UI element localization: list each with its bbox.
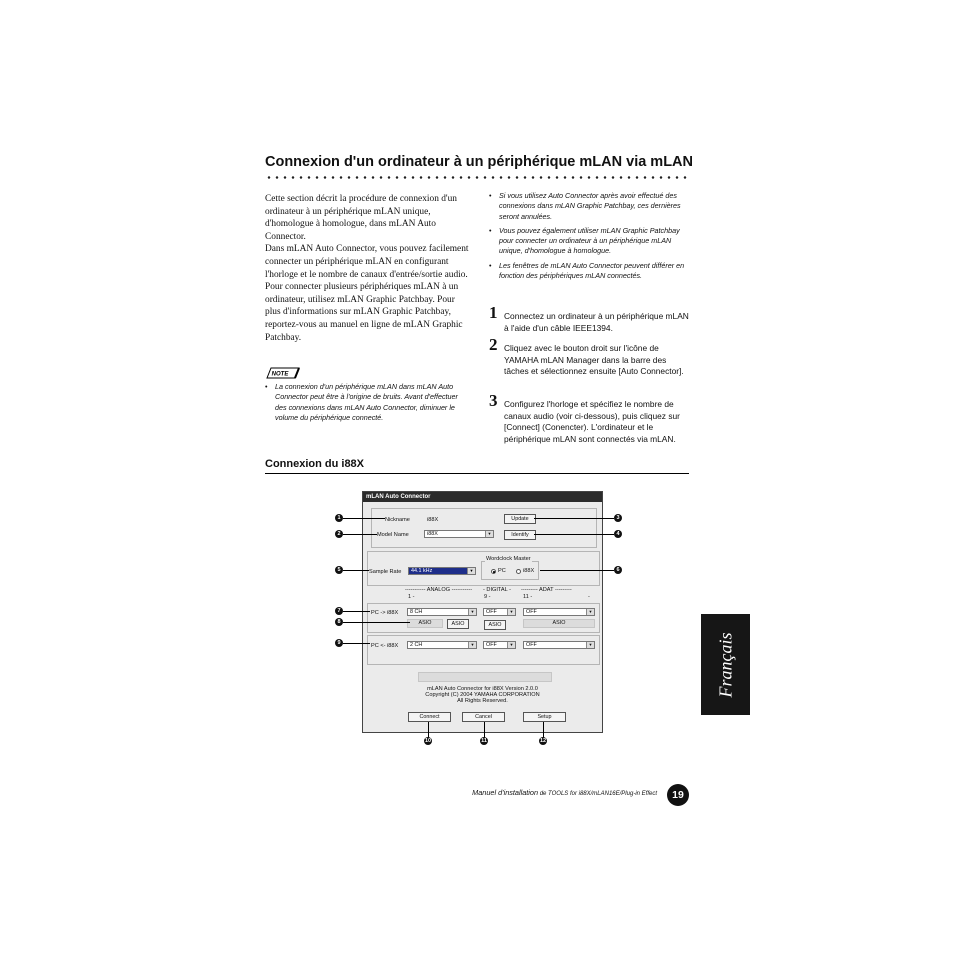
callout-3: 3 <box>614 514 622 522</box>
callout-12: 12 <box>539 738 547 744</box>
callout-line <box>343 643 370 644</box>
step-number: 2 <box>489 335 498 354</box>
subheading-rule <box>265 473 689 474</box>
device-group <box>371 508 597 548</box>
right-notes <box>489 191 689 285</box>
note-list <box>265 382 470 427</box>
callout-2: 2 <box>335 530 343 538</box>
input-analog-value: 2 CH <box>410 642 423 648</box>
output-adat-value: OFF <box>526 609 537 615</box>
step-1 <box>489 303 691 334</box>
window-title: mLAN Auto Connector <box>363 492 602 502</box>
callout-line <box>534 534 614 535</box>
channel-11-label: 11 - <box>523 594 533 600</box>
output-digital-value: OFF <box>486 609 497 615</box>
note-item: • Si vous utilisez Auto Connector après avoir effectué des connexions dans mLAN Graphic Patchbay, ces dernières seront annulées. <box>489 191 689 222</box>
step-number: 1 <box>489 303 498 322</box>
copyright-text: Copyright (C) 2004 YAMAHA CORPORATION <box>425 692 540 698</box>
callout-line <box>343 611 370 612</box>
version-text: mLAN Auto Connector for i88X Version 2.0.0 <box>427 686 538 692</box>
step-2 <box>489 335 691 378</box>
status-bar <box>418 672 552 682</box>
output-label: PC -> i88X <box>371 610 399 616</box>
update-button[interactable]: Update <box>504 514 536 524</box>
input-digital-value: OFF <box>486 642 497 648</box>
wordclock-device-label: i88X <box>523 568 535 574</box>
asio-analog-button[interactable]: ASIO <box>447 619 469 629</box>
asio-status: ASIO <box>407 619 443 628</box>
model-name-select[interactable] <box>424 530 494 538</box>
callout-line <box>343 534 377 535</box>
identify-button[interactable]: Identify <box>504 530 536 540</box>
callout-line <box>343 518 385 519</box>
callout-7: 7 <box>335 607 343 615</box>
chevron-down-icon: ▼ <box>467 568 475 574</box>
footer-title: Manuel d'installation <box>472 788 539 797</box>
callout-9: 9 <box>335 639 343 647</box>
cancel-button[interactable]: Cancel <box>462 712 505 722</box>
note-icon <box>265 367 301 379</box>
channel-end-label: - <box>588 594 590 600</box>
page-number: 19 <box>667 784 689 806</box>
input-label: PC <- i88X <box>371 643 399 649</box>
language-tab <box>701 614 750 715</box>
note-item: • Vous pouvez également utiliser mLAN Graphic Patchbay pour connecter un ordinateur à un périphérique mLAN unique, d'homologue à homologue. <box>489 226 689 257</box>
intro-paragraph: Cette section décrit la procédure de connexion d'un ordinateur à un périphérique mLAN unique, d'homologue à homologue, dans mLAN Auto Connector. <box>265 194 457 242</box>
chevron-down-icon: ▼ <box>485 531 493 537</box>
rights-text: All Rights Reserved. <box>457 698 508 704</box>
wordclock-pc-radio[interactable] <box>491 569 496 574</box>
chevron-down-icon: ▼ <box>468 609 476 615</box>
step-text: Cliquez avec le bouton droit sur l'icône de YAMAHA mLAN Manager dans la barre des tâches et sélectionnez ensuite [Auto Connector]. <box>504 343 684 377</box>
wordclock-pc-label: PC <box>498 568 506 574</box>
intro-text <box>265 193 470 344</box>
wordclock-device-radio[interactable] <box>516 569 521 574</box>
model-name-label: Model Name <box>377 532 409 538</box>
callout-8: 8 <box>335 618 343 626</box>
section-title: Connexion d'un ordinateur à un périphérique mLAN via mLAN <box>265 154 694 170</box>
wordclock-label: Wordclock Master <box>486 556 531 562</box>
callout-5: 5 <box>335 566 343 574</box>
output-analog-value: 8 CH <box>410 609 423 615</box>
callout-6: 6 <box>614 566 622 574</box>
intro-paragraph: Pour connecter plusieurs périphériques mLAN à un ordinateur, utilisez mLAN Graphic Patchbay. Pour plus d'informations sur mLAN Graphic Patchbay, reportez-vous au manuel en ligne de mLAN Graphic Patchbay. <box>265 282 463 343</box>
note-item: • Les fenêtres de mLAN Auto Connector peuvent différer en fonction des périphériques mLAN connectés. <box>489 261 689 282</box>
callout-10: 10 <box>424 738 432 744</box>
input-adat-select[interactable] <box>523 641 595 649</box>
note-item: • La connexion d'un périphérique mLAN dans mLAN Auto Connector peut être à l'origine de bruits. Avant d'effectuer des connexions dans mLAN Auto Connector, diminuer le volume du périphérique connecté. <box>265 382 470 423</box>
sample-rate-select[interactable] <box>408 567 476 575</box>
asio-digital-button[interactable]: ASIO <box>484 620 506 630</box>
sample-rate-label: Sample Rate <box>369 569 402 575</box>
chevron-down-icon: ▼ <box>586 609 594 615</box>
channel-9-label: 9 - <box>484 594 491 600</box>
dotted-divider <box>265 175 689 180</box>
output-analog-select[interactable] <box>407 608 477 616</box>
callout-line <box>343 622 410 623</box>
connect-button[interactable]: Connect <box>408 712 451 722</box>
output-adat-select[interactable] <box>523 608 595 616</box>
callout-line <box>484 722 485 738</box>
callout-line <box>534 518 614 519</box>
nickname-label: Nickname <box>385 517 410 523</box>
footer-subtitle: de TOOLS for i88X/mLAN16E/Plug-in Effect <box>538 791 657 797</box>
step-text: Connectez un ordinateur à un périphérique mLAN à l'aide d'un câble IEEE1394. <box>504 311 689 333</box>
callout-line <box>540 570 614 571</box>
chevron-down-icon: ▼ <box>468 642 476 648</box>
asio-adat-status: ASIO <box>523 619 595 628</box>
callout-line <box>543 722 544 738</box>
step-text: Configurez l'horloge et spécifiez le nombre de canaux audio (voir ci-dessous), puis cliquez sur [Connect] (Conencter). L'ordinateur et le périphérique mLAN sont connectés via mLAN. <box>504 399 680 444</box>
callout-line <box>428 722 429 738</box>
digital-header: - DIGITAL - <box>483 587 511 593</box>
analog-header: ----------- ANALOG ----------- <box>405 587 473 593</box>
chevron-down-icon: ▼ <box>507 642 515 648</box>
channel-1-label: 1 - <box>408 594 415 600</box>
language-tab-label: Français <box>715 632 735 697</box>
input-group <box>367 635 600 665</box>
callout-4: 4 <box>614 530 622 538</box>
footer <box>442 788 657 797</box>
sample-rate-value: 44.1 kHz <box>411 568 433 574</box>
model-name-value: i88X <box>427 531 438 537</box>
nickname-value: i88X <box>427 517 439 523</box>
output-digital-select[interactable] <box>483 608 516 616</box>
intro-paragraph: Dans mLAN Auto Connector, vous pouvez facilement connecter un périphérique mLAN en configurant l'horloge et le nombre de canaux d'entrée/sortie audio. <box>265 244 469 280</box>
adat-header: --------- ADAT --------- <box>521 587 572 593</box>
callout-line <box>343 570 369 571</box>
input-analog-select[interactable] <box>407 641 477 649</box>
step-number: 3 <box>489 391 498 410</box>
chevron-down-icon: ▼ <box>507 609 515 615</box>
callout-1: 1 <box>335 514 343 522</box>
input-digital-select[interactable] <box>483 641 516 649</box>
callout-11: 11 <box>481 738 487 744</box>
step-3 <box>489 391 691 445</box>
setup-button[interactable]: Setup <box>523 712 566 722</box>
input-adat-value: OFF <box>526 642 537 648</box>
subheading: Connexion du i88X <box>265 458 365 470</box>
auto-connector-window <box>362 491 603 733</box>
chevron-down-icon: ▼ <box>586 642 594 648</box>
note-label: NOTE <box>271 371 289 378</box>
